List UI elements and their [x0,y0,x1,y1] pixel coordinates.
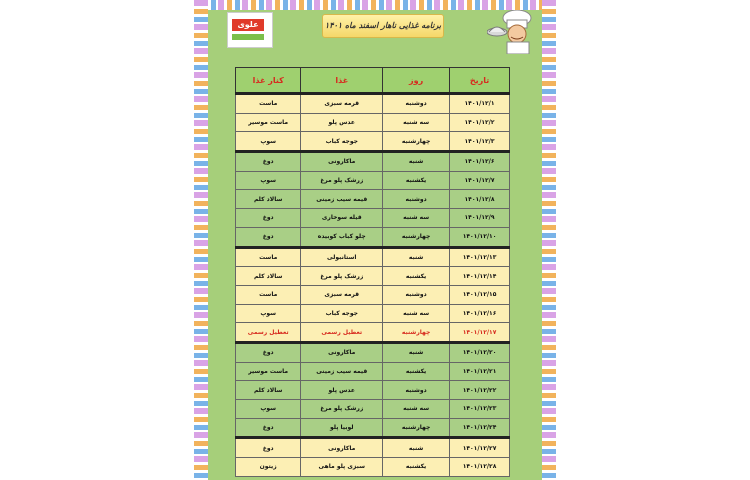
table-row [236,400,510,419]
cell-side-dish: زیتون [236,458,301,477]
cell-date: ۱۴۰۱/۱۲/۲۱ [450,362,510,381]
table-row [236,227,510,247]
table-row [236,94,510,114]
cell-side-dish: ماست [236,285,301,304]
logo-underline [232,34,264,40]
table-row [236,171,510,190]
cell-date: ۱۴۰۱/۱۲/۱۷ [450,323,510,343]
cell-date: ۱۴۰۱/۱۲/۲۰ [450,342,510,362]
cell-date: ۱۴۰۱/۱۲/۳ [450,132,510,152]
cell-food: زرشک پلو مرغ [301,400,383,419]
cell-date: ۱۴۰۱/۱۲/۲۸ [450,458,510,477]
table-row [236,132,510,152]
cell-day: شنبه [383,152,450,172]
cell-date: ۱۴۰۱/۱۲/۲۴ [450,418,510,438]
cell-food: زرشک پلو مرغ [301,171,383,190]
cell-food: جوجه کباب [301,132,383,152]
menu-title-banner: برنامه غذایی ناهار اسفند ماه ۱۴۰۱ [322,14,444,38]
cell-date: ۱۴۰۱/۱۲/۹ [450,209,510,228]
table-row [236,438,510,458]
cell-date: ۱۴۰۱/۱۲/۲۳ [450,400,510,419]
cell-side-dish: سوپ [236,304,301,323]
cell-side-dish: ماست موسیر [236,113,301,132]
cell-food: ماکارونی [301,342,383,362]
cell-food: چلو کباب کوبیده [301,227,383,247]
decorative-border-top [194,0,556,10]
header-day: روز [383,68,450,94]
cell-side-dish: ماست [236,94,301,114]
cell-food: قیمه سیب زمینی [301,362,383,381]
cell-side-dish: دوغ [236,418,301,438]
table-row [236,247,510,267]
table-row [236,418,510,438]
cell-side-dish: سوپ [236,400,301,419]
logo-text: علوی [232,19,264,31]
cell-side-dish: ماست [236,247,301,267]
cell-side-dish: سالاد کلم [236,381,301,400]
cell-date: ۱۴۰۱/۱۲/۲۷ [450,438,510,458]
cell-day: شنبه [383,342,450,362]
table-row [236,381,510,400]
cell-date: ۱۴۰۱/۱۲/۲ [450,113,510,132]
cell-food: جوجه کباب [301,304,383,323]
cell-day: شنبه [383,247,450,267]
cell-food: زرشک پلو مرغ [301,267,383,286]
cell-date: ۱۴۰۱/۱۲/۱۵ [450,285,510,304]
cell-day: یکشنبه [383,362,450,381]
table-row [236,267,510,286]
header-date: تاریخ [450,68,510,94]
table-row [236,362,510,381]
cell-side-dish: دوغ [236,227,301,247]
cell-day: سه شنبه [383,209,450,228]
table-row [236,190,510,209]
table-row [236,304,510,323]
cell-day: چهارشنبه [383,227,450,247]
cell-food: عدس پلو [301,113,383,132]
cell-date: ۱۴۰۱/۱۲/۷ [450,171,510,190]
cell-side-dish: سوپ [236,132,301,152]
cell-food: سبزی پلو ماهی [301,458,383,477]
cell-day: چهارشنبه [383,323,450,343]
cell-side-dish: سالاد کلم [236,190,301,209]
cell-date: ۱۴۰۱/۱۲/۶ [450,152,510,172]
header-side-dish: کنار غذا [236,68,301,94]
cell-date: ۱۴۰۱/۱۲/۱ [450,94,510,114]
menu-poster [194,0,556,480]
decorative-border-left [194,0,208,480]
cell-day: شنبه [383,438,450,458]
cell-food: ماکارونی [301,438,383,458]
cell-date: ۱۴۰۱/۱۲/۲۲ [450,381,510,400]
table-header-row [236,68,510,94]
cell-day: دوشنبه [383,94,450,114]
cell-day: سه شنبه [383,113,450,132]
decorative-border-right [542,0,556,480]
cell-food: استانبولی [301,247,383,267]
table-row [236,209,510,228]
cell-food: قیله سوخاری [301,209,383,228]
cell-day: سه شنبه [383,304,450,323]
cell-food: قیمه سیب زمینی [301,190,383,209]
chef-illustration-icon [487,10,543,54]
cell-side-dish: سوپ [236,171,301,190]
cell-date: ۱۴۰۱/۱۲/۱۳ [450,247,510,267]
cell-side-dish: تعطیل رسمی [236,323,301,343]
cell-food: قرمه سبزی [301,285,383,304]
cell-food: ماکارونی [301,152,383,172]
table-row [236,323,510,343]
cell-food: لوبیا پلو [301,418,383,438]
cell-day: چهارشنبه [383,418,450,438]
cell-day: دوشنبه [383,381,450,400]
lunch-menu-table [235,67,510,477]
school-logo [227,12,273,48]
cell-date: ۱۴۰۱/۱۲/۸ [450,190,510,209]
cell-day: یکشنبه [383,171,450,190]
cell-food: تعطیل رسمی [301,323,383,343]
cell-day: یکشنبه [383,458,450,477]
cell-side-dish: سالاد کلم [236,267,301,286]
cell-day: دوشنبه [383,285,450,304]
table-row [236,458,510,477]
cell-food: عدس پلو [301,381,383,400]
cell-side-dish: دوغ [236,152,301,172]
cell-date: ۱۴۰۱/۱۲/۱۰ [450,227,510,247]
cell-side-dish: ماست موسیر [236,362,301,381]
cell-date: ۱۴۰۱/۱۲/۱۴ [450,267,510,286]
cell-side-dish: دوغ [236,209,301,228]
table-row [236,285,510,304]
table-row [236,113,510,132]
cell-side-dish: دوغ [236,438,301,458]
cell-day: دوشنبه [383,190,450,209]
cell-side-dish: دوغ [236,342,301,362]
cell-day: چهارشنبه [383,132,450,152]
cell-food: قرمه سبزی [301,94,383,114]
cell-day: سه شنبه [383,400,450,419]
cell-day: یکشنبه [383,267,450,286]
cell-date: ۱۴۰۱/۱۲/۱۶ [450,304,510,323]
table-row [236,342,510,362]
header-food: غذا [301,68,383,94]
table-row [236,152,510,172]
